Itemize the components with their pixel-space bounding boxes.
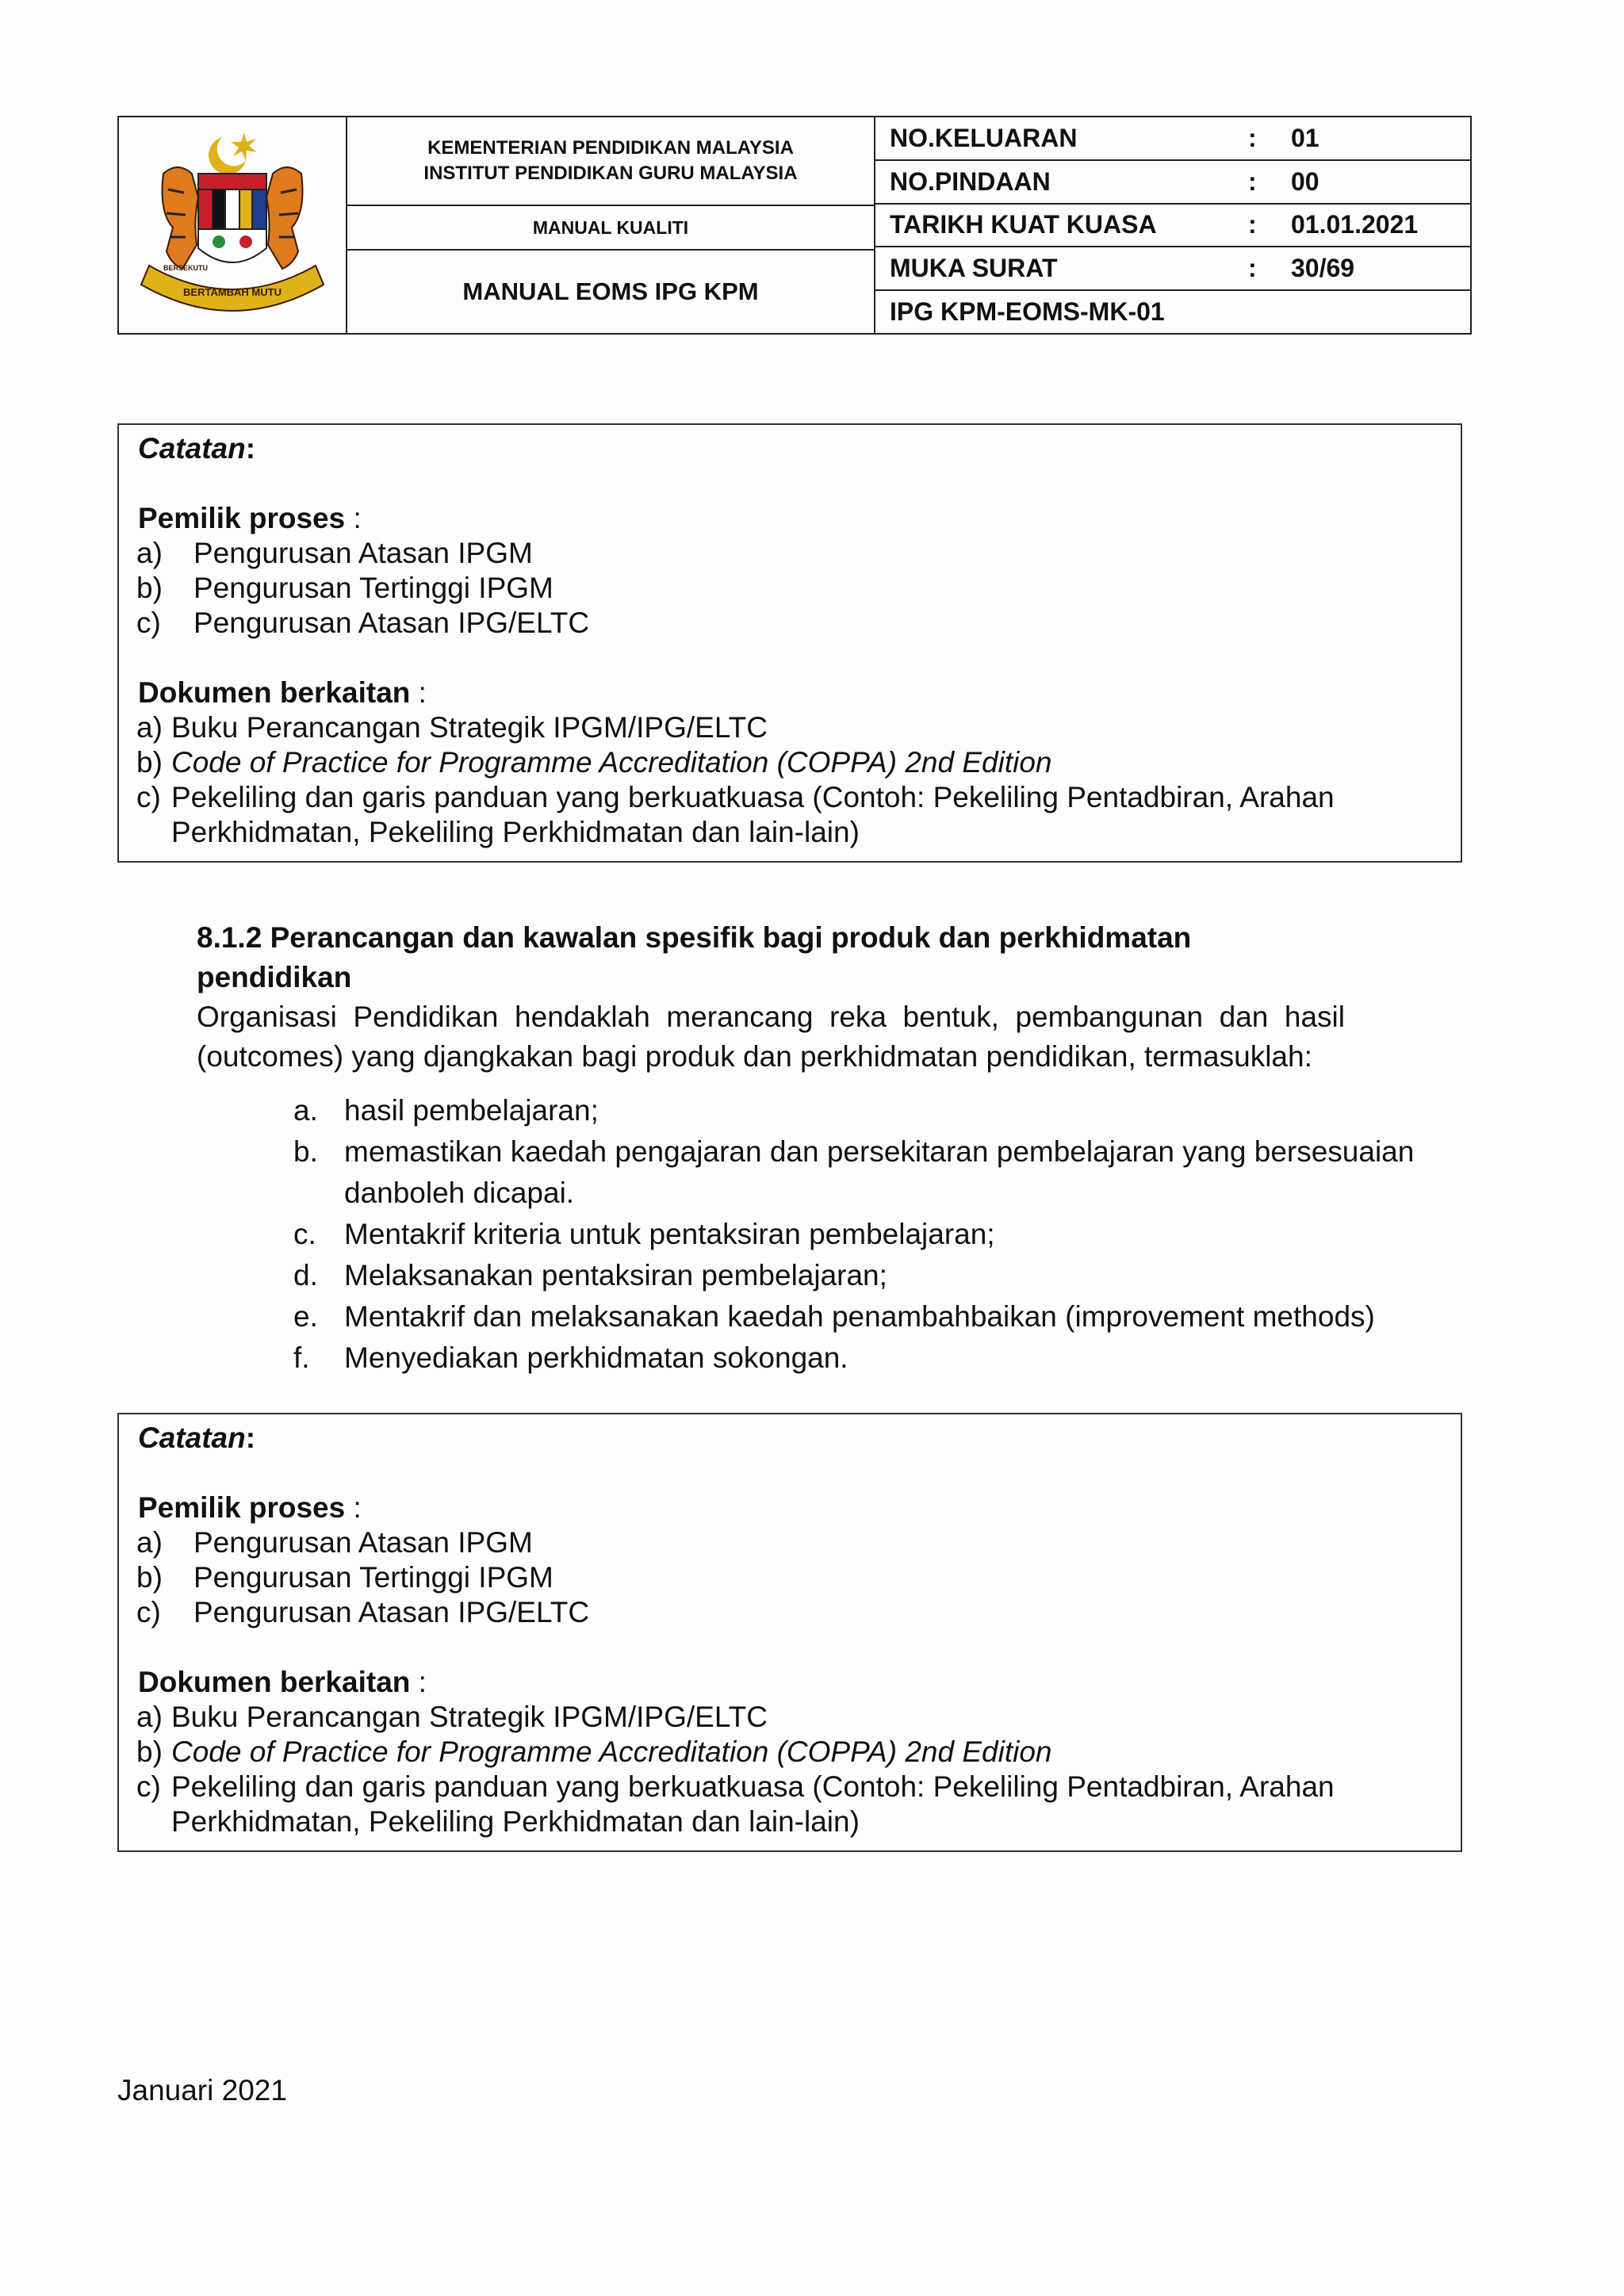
list-item (136, 710, 1461, 745)
manual-type: MANUAL KUALITI (347, 206, 874, 251)
list-text: Buku Perancangan Strategik IPGM/IPG/ELTC (171, 711, 768, 744)
list-item (136, 1595, 1461, 1630)
list-item (293, 1337, 1435, 1379)
related-documents-colon: : (410, 676, 427, 709)
list-marker: b) (136, 1561, 163, 1594)
list-marker: c) (136, 1770, 161, 1803)
header-title-column (347, 117, 875, 333)
row-value: 00 (1291, 166, 1320, 196)
list-text: Melaksanakan pentaksiran pembelajaran; (344, 1259, 887, 1292)
list-marker: b. (293, 1135, 318, 1168)
list-text: Pekeliling dan garis panduan yang berkuatkuasa (Contoh: Pekeliling Pentadbiran, Arahan Perkhidmatan, Pekeliling Perkhidmatan dan lain-lain) (171, 1770, 1335, 1838)
list-marker: a) (136, 1701, 163, 1733)
list-text: Mentakrif kriteria untuk pentaksiran pembelajaran; (344, 1218, 995, 1250)
note-title-colon: : (245, 1422, 256, 1454)
list-item (293, 1214, 1435, 1255)
list-text: hasil pembelajaran; (344, 1094, 599, 1127)
list-item (293, 1131, 1435, 1214)
list-item (293, 1090, 1435, 1131)
effective-date-row (875, 205, 1470, 248)
malaysia-coat-of-arms-icon (133, 126, 331, 324)
logo-cell (119, 117, 347, 333)
process-owner-heading (138, 1490, 1461, 1525)
note-title-text: Catatan (138, 1422, 246, 1454)
list-marker: c. (293, 1218, 316, 1250)
row-sep: : (1248, 210, 1257, 239)
list-item (136, 1560, 1461, 1595)
note-title (138, 1421, 1461, 1456)
list-marker: a. (293, 1094, 318, 1127)
list-marker: d. (293, 1259, 318, 1292)
page-number-row (875, 247, 1470, 291)
list-text: memastikan kaedah pengajaran dan persekitaran pembelajaran yang bersesuaian danboleh dicapai. (344, 1135, 1415, 1209)
list-text: Pengurusan Atasan IPG/ELTC (193, 1596, 590, 1628)
list-text: Buku Perancangan Strategik IPGM/IPG/ELTC (171, 1701, 768, 1733)
related-documents-colon: : (410, 1666, 427, 1698)
note-box-1 (117, 423, 1462, 863)
institute-name: INSTITUT PENDIDIKAN GURU MALAYSIA (423, 163, 798, 184)
list-text: Menyediakan perkhidmatan sokongan. (344, 1341, 848, 1374)
list-item (136, 1700, 1461, 1735)
list-text: Pengurusan Atasan IPG/ELTC (193, 607, 590, 639)
related-documents-label: Dokumen berkaitan (138, 676, 411, 709)
process-owner-label: Pemilik proses (138, 1491, 346, 1524)
list-text: Mentakrif dan melaksanakan kaedah penambahbaikan (improvement methods) (344, 1300, 1375, 1333)
list-item (136, 780, 1461, 850)
row-key: NO.PINDAAN (890, 166, 1051, 196)
process-owner-colon: : (345, 502, 362, 534)
list-item (293, 1296, 1435, 1337)
list-marker: e. (293, 1300, 318, 1333)
list-marker: a) (136, 1526, 163, 1559)
process-owner-label: Pemilik proses (138, 502, 346, 534)
list-marker: a) (136, 537, 163, 569)
ministry-cell (347, 117, 874, 206)
list-marker: c) (136, 781, 161, 813)
document-header (117, 116, 1472, 335)
list-marker: b) (136, 572, 163, 604)
section-8-1-2 (197, 918, 1345, 1077)
list-marker: b) (136, 746, 163, 779)
note-title-text: Catatan (138, 432, 246, 465)
list-marker: c) (136, 607, 161, 639)
row-sep: : (1248, 123, 1257, 152)
list-text: Pengurusan Tertinggi IPGM (193, 1561, 553, 1594)
process-owner-colon: : (345, 1491, 362, 1524)
section-item-list (293, 1090, 1435, 1379)
row-key: TARIKH KUAT KUASA (890, 210, 1157, 239)
list-marker: a) (136, 711, 163, 744)
list-item (136, 1735, 1461, 1770)
list-text: Code of Practice for Programme Accreditation (COPPA) 2nd Edition (171, 1735, 1052, 1768)
list-item (136, 745, 1461, 780)
row-sep: : (1248, 166, 1257, 196)
row-sep: : (1248, 254, 1257, 283)
related-documents-label: Dokumen berkaitan (138, 1666, 411, 1698)
section-paragraph: Organisasi Pendidikan hendaklah merancang reka bentuk, pembangunan dan hasil (outcomes) yang djangkakan bagi produk dan perkhidmatan pendidikan, termasuklah: (197, 1001, 1345, 1073)
row-key: MUKA SURAT (890, 254, 1058, 283)
list-text: Pengurusan Atasan IPGM (193, 537, 533, 569)
list-item (136, 606, 1461, 641)
row-value: 01 (1291, 123, 1320, 152)
issue-number-row (875, 117, 1470, 161)
list-text: Code of Practice for Programme Accreditation (COPPA) 2nd Edition (171, 746, 1052, 779)
related-documents-heading (138, 1665, 1461, 1700)
list-marker: f. (293, 1341, 310, 1374)
note-title-colon: : (245, 432, 256, 465)
list-item (136, 536, 1461, 571)
list-item (293, 1255, 1435, 1296)
note-box-2 (117, 1413, 1462, 1852)
document-control-info (875, 117, 1470, 333)
list-item (136, 1770, 1461, 1839)
section-heading: 8.1.2 Perancangan dan kawalan spesifik bagi produk dan perkhidmatan pendidikan (197, 921, 1192, 993)
logo-motto-left: BERSEKUTU (163, 264, 209, 272)
process-owner-heading (138, 501, 1461, 536)
list-marker: b) (136, 1735, 163, 1768)
list-text: Pekeliling dan garis panduan yang berkuatkuasa (Contoh: Pekeliling Pentadbiran, Arahan Perkhidmatan, Pekeliling Perkhidmatan dan lain-lain) (171, 781, 1335, 848)
note-title (138, 431, 1461, 466)
amendment-number-row (875, 161, 1470, 205)
footer-date: Januari 2021 (117, 2074, 287, 2107)
row-value: 30/69 (1291, 254, 1355, 283)
row-value: 01.01.2021 (1291, 210, 1419, 239)
list-text: Pengurusan Tertinggi IPGM (193, 572, 553, 604)
document-code-row (875, 291, 1470, 333)
list-text: Pengurusan Atasan IPGM (193, 1526, 533, 1559)
ministry-name: KEMENTERIAN PENDIDIKAN MALAYSIA (427, 137, 794, 159)
document-code: IPG KPM-EOMS-MK-01 (890, 297, 1165, 327)
logo-motto-banner: BERTAMBAH MUTU (183, 286, 282, 298)
related-documents-heading (138, 675, 1461, 710)
manual-name: MANUAL EOMS IPG KPM (462, 277, 759, 305)
list-item (136, 1525, 1461, 1560)
list-marker: c) (136, 1596, 161, 1628)
list-item (136, 571, 1461, 606)
row-key: NO.KELUARAN (890, 123, 1078, 152)
